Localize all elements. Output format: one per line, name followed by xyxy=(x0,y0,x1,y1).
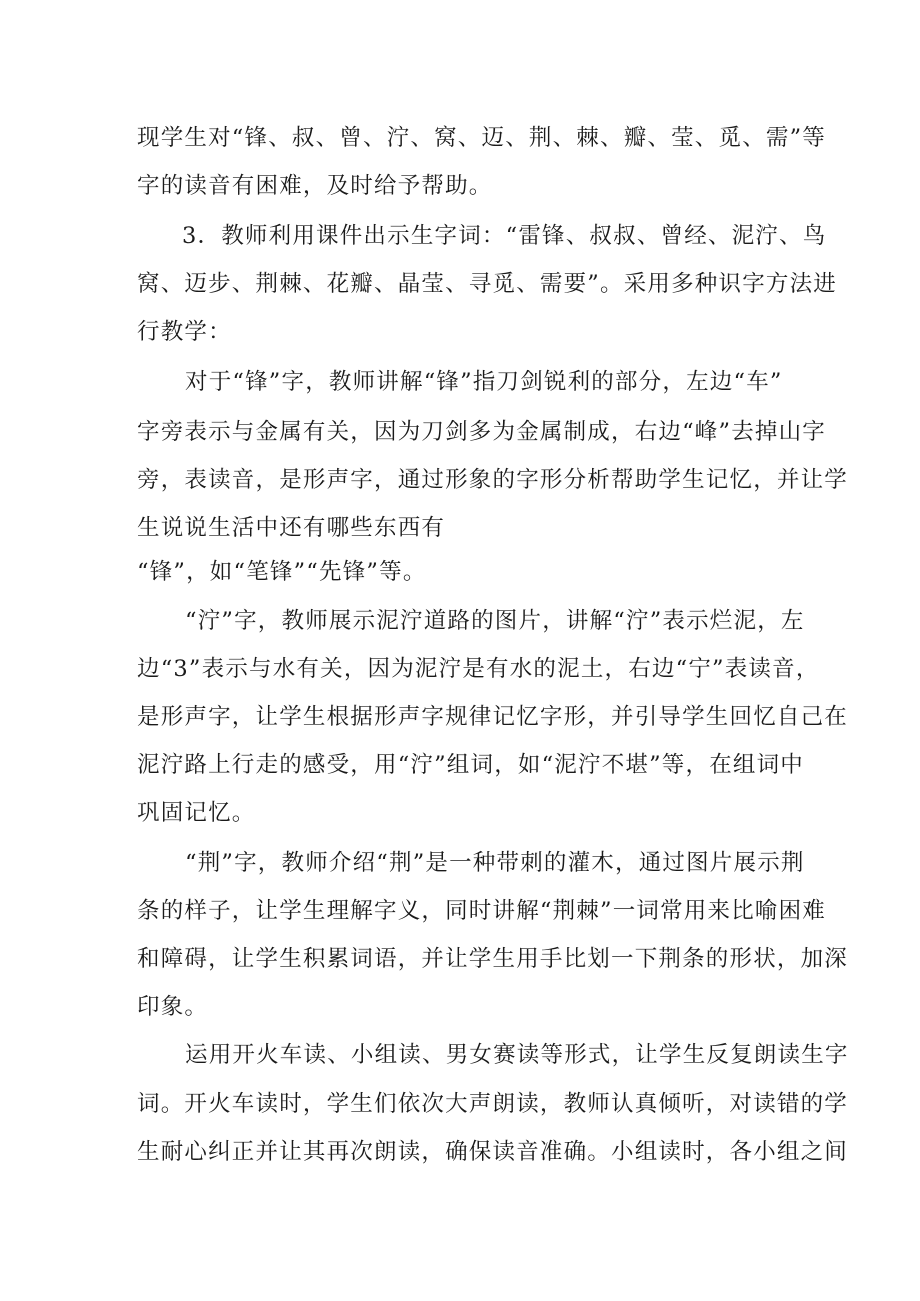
text-line: 泥泞路上行走的感受，用“泞”组词，如“泥泞不堪”等，在组词中 xyxy=(137,752,805,778)
text-line: 窝、迈步、荆棘、花瓣、晶莹、寻觅、需要”。采用多种识字方法进 xyxy=(137,271,838,297)
text-line: 生耐心纠正并让其再次朗读，确保读音准确。小组读时，各小组之间 xyxy=(137,1139,849,1165)
text-line: 和障碍，让学生积累词语，并让学生用手比划一下荆条的形状，加深 xyxy=(137,946,849,972)
text-line: “泞”字，教师展示泥泞道路的图片，讲解“泞”表示烂泥，左 xyxy=(185,608,805,634)
text-line: “锋”，如“笔锋”“先锋”等。 xyxy=(137,559,427,585)
text-line: 字旁表示与金属有关，因为刀剑多为金属制成，右边“峰”去掉山字 xyxy=(137,419,827,445)
text-line: 生说说生活中还有哪些东西有 xyxy=(137,515,446,541)
text-line: 词。开火车读时，学生们依次大声朗读，教师认真倾听，对读错的学 xyxy=(137,1091,849,1117)
text-line: 条的样子，让学生理解字义，同时讲解“荆棘”一词常用来比喻困难 xyxy=(137,898,827,924)
text-line: 字的读音有困难，及时给予帮助。 xyxy=(137,173,493,199)
text-line: 对于“锋”字，教师讲解“锋”指刀剑锐利的部分，左边“车” xyxy=(185,369,783,395)
text-line: 现学生对“锋、叔、曾、泞、窝、迈、荆、棘、瓣、莹、觅、需”等 xyxy=(137,125,827,151)
text-line: 是形声字，让学生根据形声字规律记忆字形，并引导学生回忆自己在 xyxy=(137,704,849,730)
text-line: 行教学： xyxy=(137,319,232,345)
text-line: “荆”字，教师介绍“荆”是一种带刺的灌木，通过图片展示荆 xyxy=(185,850,805,876)
text-line: 边“3”表示与水有关，因为泥泞是有水的泥土，右边“宁”表读音， xyxy=(137,656,820,682)
text-line: 运用开火车读、小组读、男女赛读等形式，让学生反复朗读生字 xyxy=(185,1042,849,1068)
text-line: 巩固记忆。 xyxy=(137,800,256,826)
text-line: 3．教师利用课件出示生字词：“雷锋、叔叔、曾经、泥泞、鸟 xyxy=(182,223,827,249)
text-line: 印象。 xyxy=(137,994,209,1020)
text-line: 旁，表读音，是形声字，通过形象的字形分析帮助学生记忆，并让学 xyxy=(137,467,849,493)
